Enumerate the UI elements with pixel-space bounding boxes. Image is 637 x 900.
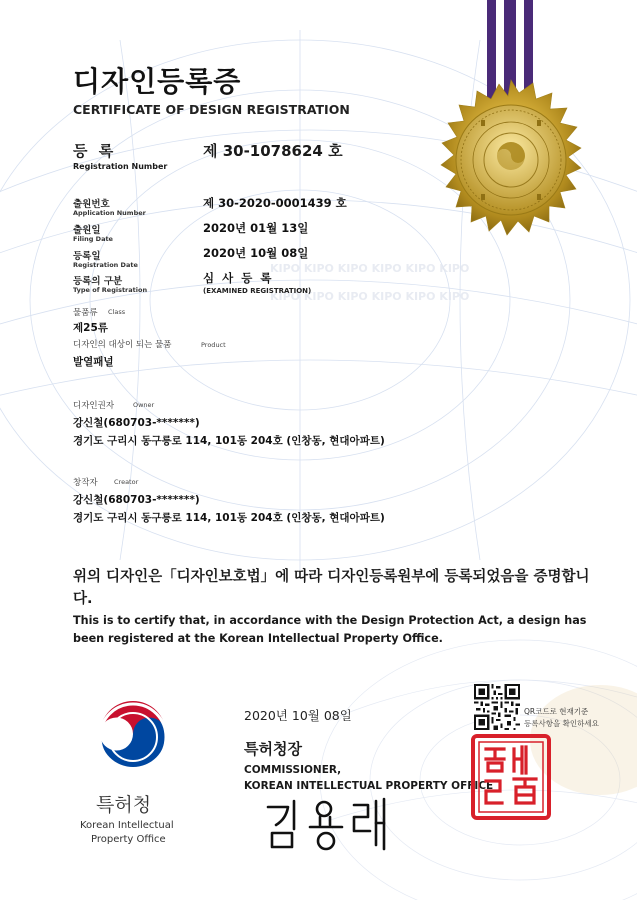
class-label-en: Class <box>108 308 126 316</box>
creator-label-en: Creator <box>114 478 139 486</box>
filing-date-value: 2020년 01월 13일 <box>203 221 309 235</box>
class-value: 제25류 <box>73 322 108 334</box>
creator-name: 강신철(680703-*******) <box>73 494 200 506</box>
registration-type-label: 등록의 구분 <box>73 276 123 287</box>
kipo-name-en-line1: Korean Intellectual <box>80 820 174 831</box>
kipo-name-en-line2: Property Office <box>91 834 166 845</box>
certification-statement-en: This is to certify that, in accordance with the Design Protection Act, a design has been registered at the Korean Intellectual Property Office. <box>73 614 587 645</box>
registration-date-value: 2020년 10월 08일 <box>203 246 309 260</box>
registration-label: 등 록 <box>73 142 117 160</box>
owner-address: 경기도 구리시 동구릉로 114, 101동 204호 (인창동, 현대아파트) <box>73 435 385 447</box>
svg-text:KIPO KIPO KIPO KIPO KIPO KIPO: KIPO KIPO KIPO KIPO KIPO KIPO <box>270 262 470 275</box>
qr-code-icon[interactable] <box>474 684 520 730</box>
registration-label-en: Registration Number <box>73 162 168 171</box>
class-label: 물품류 <box>73 308 98 318</box>
product-label-en: Product <box>201 341 226 349</box>
commissioner-title-en-line2: KOREAN INTELLECTUAL PROPERTY OFFICE <box>244 780 494 792</box>
owner-label-en: Owner <box>133 401 155 409</box>
owner-name: 강신철(680703-*******) <box>73 417 200 429</box>
kipo-logo-icon <box>96 700 170 774</box>
qr-note <box>524 706 599 730</box>
filing-date-label: 출원일 <box>73 225 101 236</box>
application-number-value: 제 30-2020-0001439 호 <box>203 196 347 210</box>
commissioner-title-en-line1: COMMISSIONER, <box>244 764 342 776</box>
svg-text:KIPO KIPO KIPO KIPO KIPO KIPO: KIPO KIPO KIPO KIPO KIPO KIPO <box>270 290 470 303</box>
official-red-seal-icon <box>470 733 552 821</box>
registration-type-value: 심 사 등 록 <box>203 271 274 285</box>
issue-date: 2020년 10월 08일 <box>244 708 352 723</box>
owner-label: 디자인권자 <box>73 401 115 411</box>
certificate-subtitle: CERTIFICATE OF DESIGN REGISTRATION <box>73 102 350 117</box>
commissioner-signature <box>262 795 402 855</box>
registration-type-sub-value: (EXAMINED REGISTRATION) <box>203 287 312 295</box>
certification-statement-ko: 위의 디자인은「디자인보호법」에 따라 디자인등록원부에 등록되었음을 증명합니다. <box>73 569 590 607</box>
product-label: 디자인의 대상이 되는 물품 <box>73 340 172 350</box>
product-value: 발열패널 <box>73 356 114 368</box>
creator-label: 창작자 <box>73 478 98 488</box>
filing-date-label-en: Filing Date <box>73 235 113 243</box>
kipo-name-ko: 특허청 <box>96 794 152 816</box>
qr-note-line2: 등록사항을 확인하세요 <box>524 719 599 728</box>
application-number-label: 출원번호 <box>73 199 110 210</box>
registration-date-label-en: Registration Date <box>73 261 138 269</box>
application-number-label-en: Application Number <box>73 209 146 217</box>
registration-number: 제 30-1078624 호 <box>203 142 343 160</box>
certificate-title: 디자인등록증 <box>73 65 242 98</box>
qr-note-line1: QR코드로 현재기준 <box>524 707 589 716</box>
commissioner-title: 특허청장 <box>244 740 302 758</box>
creator-address: 경기도 구리시 동구릉로 114, 101동 204호 (인창동, 현대아파트) <box>73 512 385 524</box>
registration-type-label-en: Type of Registration <box>73 286 148 294</box>
registration-date-label: 등록일 <box>73 251 101 262</box>
